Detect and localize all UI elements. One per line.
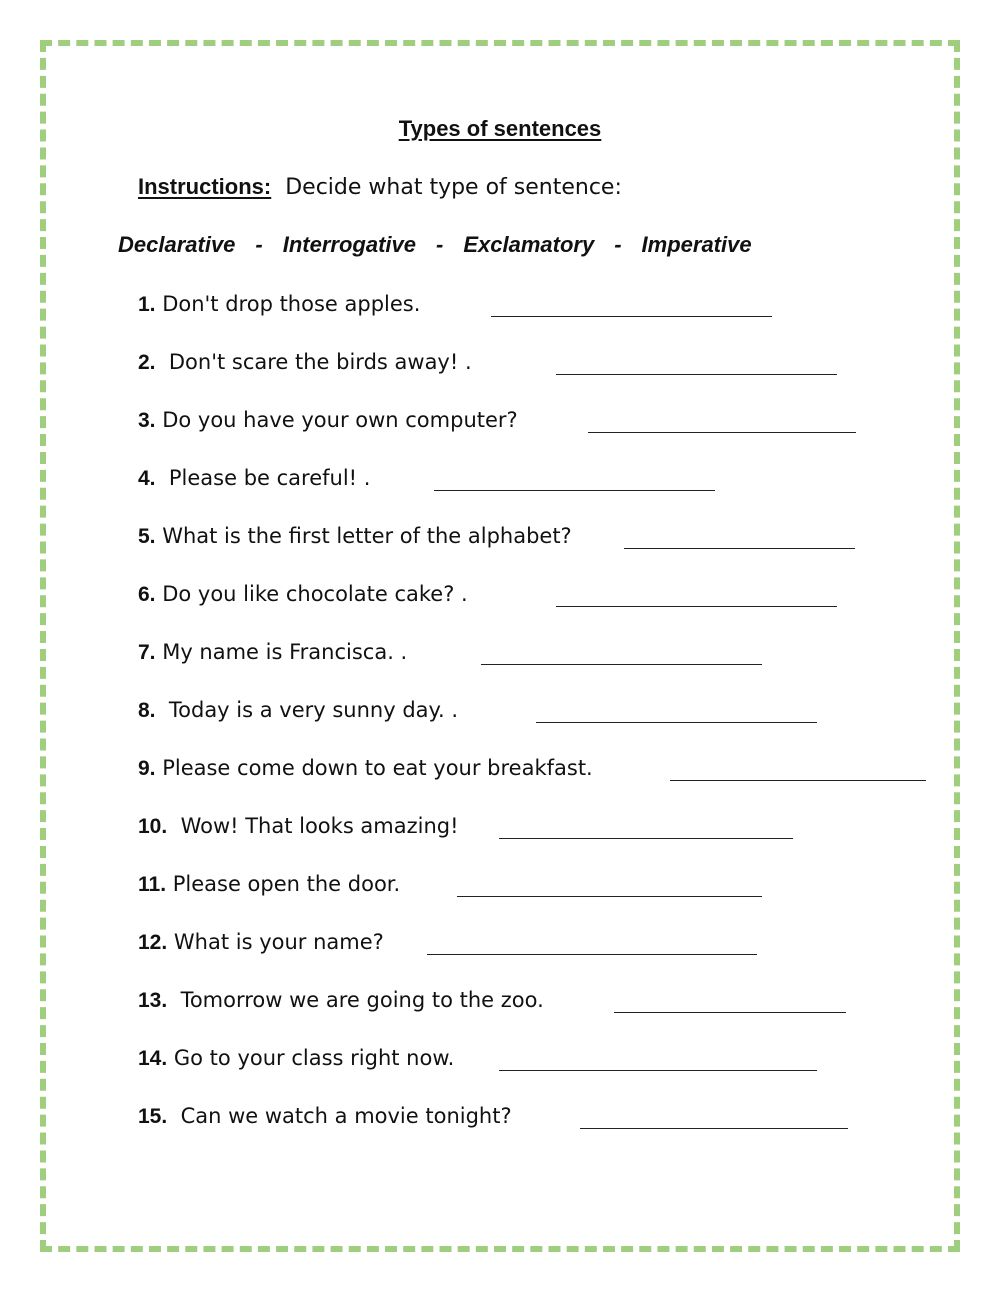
question-number: 12. <box>138 931 168 954</box>
question-number: 5. <box>138 525 156 548</box>
question-number: 10. <box>138 815 168 838</box>
question-text: Wow! That looks amazing! <box>180 814 459 838</box>
question-number: 6. <box>138 583 156 606</box>
question-4 <box>138 466 370 496</box>
page-title: Types of sentences <box>398 116 602 141</box>
answer-line-7[interactable] <box>481 664 762 665</box>
type-separator: - <box>255 232 263 257</box>
question-text: What is the first letter of the alphabet? <box>162 524 572 548</box>
type-interrogative: Interrogative <box>282 232 417 257</box>
question-text: Please open the door. <box>172 872 401 896</box>
instructions-label: Instructions: <box>138 174 272 199</box>
answer-line-3[interactable] <box>588 432 856 433</box>
question-text: What is your name? <box>173 930 384 954</box>
answer-line-15[interactable] <box>580 1128 848 1129</box>
question-number: 7. <box>138 641 156 664</box>
question-text: Do you like chocolate cake? . <box>162 582 468 606</box>
question-number: 9. <box>138 757 156 780</box>
type-separator: - <box>614 232 622 257</box>
answer-line-2[interactable] <box>556 374 837 375</box>
question-number: 2. <box>138 351 156 374</box>
answer-line-13[interactable] <box>614 1012 846 1013</box>
answer-line-14[interactable] <box>499 1070 817 1071</box>
question-number: 3. <box>138 409 156 432</box>
question-12 <box>138 930 384 960</box>
question-text: Go to your class right now. <box>173 1046 455 1070</box>
question-1 <box>138 292 420 322</box>
question-number: 8. <box>138 699 156 722</box>
question-text: Today is a very sunny day. . <box>168 698 458 722</box>
question-number: 14. <box>138 1047 168 1070</box>
question-number: 13. <box>138 989 168 1012</box>
question-text: Don't scare the birds away! . <box>168 350 472 374</box>
sentence-types <box>118 232 752 258</box>
question-text: Tomorrow we are going to the zoo. <box>180 988 544 1012</box>
question-5 <box>138 524 572 554</box>
question-11 <box>138 872 400 902</box>
question-15 <box>138 1104 512 1134</box>
instructions <box>138 174 622 200</box>
answer-line-5[interactable] <box>624 548 855 549</box>
answer-line-1[interactable] <box>491 316 772 317</box>
answer-line-11[interactable] <box>457 896 762 897</box>
answer-line-6[interactable] <box>556 606 837 607</box>
question-text: My name is Francisca. . <box>162 640 408 664</box>
answer-line-4[interactable] <box>434 490 715 491</box>
question-text: Can we watch a movie tonight? <box>180 1104 512 1128</box>
question-number: 1. <box>138 293 156 316</box>
instructions-text: Decide what type of sentence: <box>285 175 622 200</box>
question-13 <box>138 988 544 1018</box>
type-declarative: Declarative <box>118 232 236 257</box>
question-number: 15. <box>138 1105 168 1128</box>
question-text: Don't drop those apples. <box>162 292 421 316</box>
question-text: Please be careful! . <box>168 466 371 490</box>
question-number: 4. <box>138 467 156 490</box>
answer-line-12[interactable] <box>427 954 757 955</box>
type-exclamatory: Exclamatory <box>463 232 595 257</box>
question-number: 11. <box>138 873 167 896</box>
question-8 <box>138 698 458 728</box>
question-7 <box>138 640 407 670</box>
question-14 <box>138 1046 454 1076</box>
type-imperative: Imperative <box>641 232 752 257</box>
question-text: Please come down to eat your breakfast. <box>162 756 593 780</box>
type-separator: - <box>436 232 444 257</box>
answer-line-9[interactable] <box>670 780 926 781</box>
answer-line-10[interactable] <box>499 838 793 839</box>
question-6 <box>138 582 468 612</box>
question-3 <box>138 408 518 438</box>
question-text: Do you have your own computer? <box>162 408 518 432</box>
question-9 <box>138 756 593 786</box>
question-2 <box>138 350 472 380</box>
answer-line-8[interactable] <box>536 722 817 723</box>
question-10 <box>138 814 459 844</box>
